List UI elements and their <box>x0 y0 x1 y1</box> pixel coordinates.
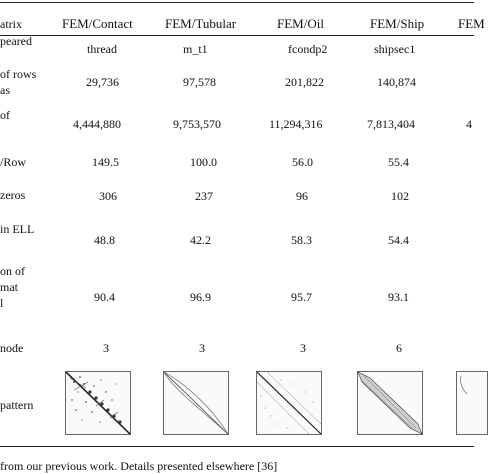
table-cell: 6 <box>396 341 402 355</box>
row-label-node: node <box>0 341 24 355</box>
header-col-oil: FEM/Oil <box>277 16 324 31</box>
table-cell: thread <box>87 42 117 56</box>
table-bottom-rule <box>0 446 474 447</box>
row-label-pattern: pattern <box>0 398 34 412</box>
header-col-partial: FEM <box>458 16 485 31</box>
contact-pattern-image <box>65 371 131 435</box>
row-label-rows: of rows as <box>0 67 37 97</box>
oil-pattern-image <box>256 371 322 435</box>
table-cell: 149.5 <box>92 155 119 169</box>
table-cell: 29,736 <box>86 75 119 89</box>
table-cell: 100.0 <box>190 155 217 169</box>
header-corner: atrix <box>0 17 22 31</box>
table-cell: 3 <box>103 341 109 355</box>
row-label-appeared: peared <box>0 34 32 48</box>
partial-pattern-svg <box>457 372 487 434</box>
table-cell: 3 <box>199 341 205 355</box>
table-top-rule <box>0 2 474 3</box>
table-cell: 11,294,316 <box>269 117 323 131</box>
row-label-per-row: /Row <box>0 155 27 169</box>
table-cell: 55.4 <box>388 155 409 169</box>
table-cell: 58.3 <box>291 233 312 247</box>
table-cell: fcondp2 <box>288 42 328 56</box>
table-cell: 56.0 <box>292 155 313 169</box>
partial-pattern-image <box>456 371 488 435</box>
oil-pattern-svg <box>257 372 321 434</box>
table-cell: 3 <box>300 341 306 355</box>
table-cell: 237 <box>195 189 213 203</box>
table-cell: 42.2 <box>190 233 211 247</box>
table-cell: m_t1 <box>183 42 208 56</box>
table-cell: shipsec1 <box>374 42 416 56</box>
table-cell: 95.7 <box>291 290 312 304</box>
table-cell: 102 <box>391 189 409 203</box>
row-label-ell: in ELL <box>0 222 35 236</box>
table-cell: 90.4 <box>94 290 115 304</box>
contact-pattern-svg <box>66 372 130 434</box>
row-label-portion: on of mat l <box>0 264 25 310</box>
header-col-ship: FEM/Ship <box>370 16 425 31</box>
table-cell: 201,822 <box>285 75 324 89</box>
table-cell: 54.4 <box>388 233 409 247</box>
tubular-pattern-image <box>163 371 229 435</box>
table-cell: 96.9 <box>190 290 211 304</box>
table-cell: 93.1 <box>388 290 409 304</box>
table-cell: 96 <box>296 189 308 203</box>
row-label-zeros: zeros <box>0 188 26 202</box>
table-cell: 4 <box>466 117 472 131</box>
header-col-tubular: FEM/Tubular <box>165 16 237 31</box>
row-label-nonzeros: of <box>0 108 10 122</box>
table-cell: 97,578 <box>183 75 216 89</box>
table-cell: 140,874 <box>377 75 416 89</box>
table-footnote: from our previous work. Details presented elsewhere [36] <box>0 459 278 473</box>
ship-pattern-image <box>357 371 423 435</box>
table-cell: 9,753,570 <box>173 117 221 131</box>
ship-pattern-svg <box>358 372 422 434</box>
header-rule <box>0 35 474 36</box>
table-cell: 7,813,404 <box>367 117 415 131</box>
table-cell: 4,444,880 <box>73 117 121 131</box>
table-cell: 48.8 <box>94 233 115 247</box>
header-col-contact: FEM/Contact <box>62 16 133 31</box>
tubular-pattern-svg <box>164 372 228 434</box>
table-cell: 306 <box>99 189 117 203</box>
